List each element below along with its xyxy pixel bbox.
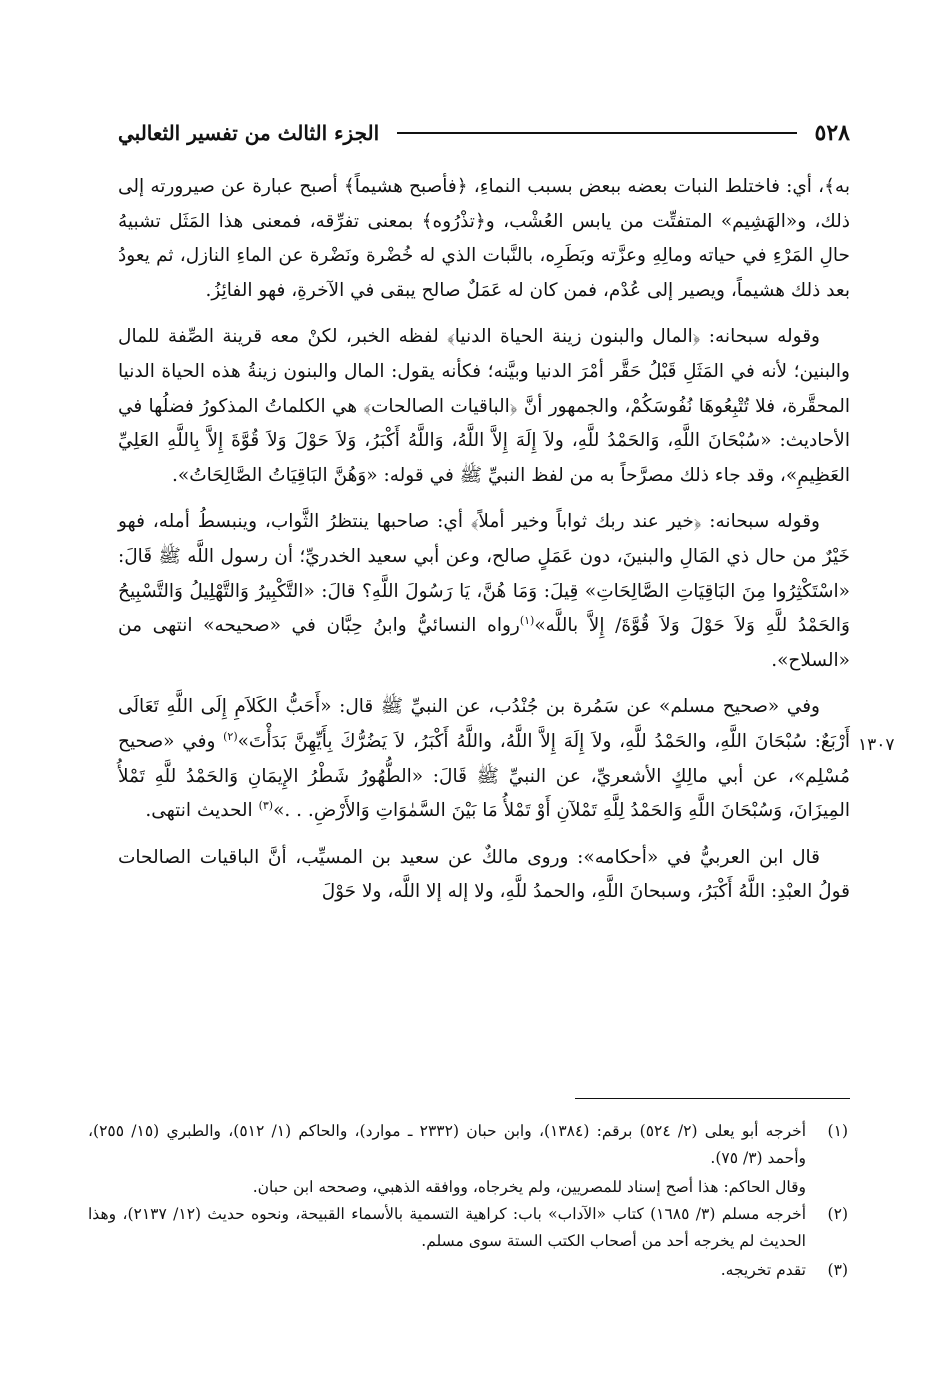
footnote [88, 1118, 848, 1172]
page-number: ٥٢٨ [814, 120, 850, 146]
footnote-ref[interactable]: (١) [519, 613, 535, 627]
footnote-separator [575, 1098, 850, 1099]
paragraph: وقوله سبحانه: ﴿خير عند ربك ثواباً وخير أملاً﴾ أي: صاحبها ينتظرُ الثَّواب، وينبسطُ أمله، فهو خَيْرٌ من حال ذي المَالِ والبنينَ، دون عَمَلٍ صالح، وعن أبي سعيد الخدريِّ؛ أن رسول اللَّه ﷺ قَالَ: «اسْتَكْثِرُوا مِنَ البَاقِيَاتِ الصَّالِحَاتِ» قِيلَ: وَمَا هُنَّ، يَا رَسُولَ اللَّهِ؟ قالَ: «التَّكْبِيرُ وَالتَّهْلِيلُ وَالتَّسْبِيحُ وَالحَمْدُ للَّهِ وَلاَ حَوْلَ وَلاَ قُوَّةَ/ إِلاَّ باللَّه»$^{(١)}$رواه النسائيُّ وابنُ حِبَّان في «صحيحه» انتهى من «السلاح». [118, 511, 850, 671]
margin-manuscript-number: ١٣٠٧ [858, 735, 895, 755]
footnote [88, 1257, 848, 1284]
footnote-text: أخرجه أبو يعلى (٢/ ٥٢٤) برقم: (١٣٨٤)، وابن حبان (٢٣٣٢ ـ موارد)، والحاكم (١/ ٥١٢)، والطبري (١٥/ ٢٥٥)، وأحمد (٣/ ٧٥). [88, 1122, 807, 1167]
footnotes [88, 1118, 848, 1286]
page-header [118, 118, 850, 148]
running-title: الجزء الثالث من تفسير الثعالبي [118, 121, 380, 145]
main-text [118, 170, 850, 922]
footnote-number: (٣) [827, 1261, 848, 1279]
footnote-number: (١) [827, 1122, 848, 1140]
header-rule [397, 132, 796, 134]
footnote-text: تقدم تخريجه. [720, 1261, 806, 1279]
footnote [88, 1201, 848, 1255]
footnote-ref[interactable]: (٢) [223, 729, 238, 743]
footnote-continuation: وقال الحاكم: هذا أصح إسناد للمصريين، ولم يخرجاه، ووافقه الذهبي، وصححه ابن حبان. [252, 1178, 806, 1196]
footnote-text: أخرجه مسلم (٣/ ١٦٨٥) كتاب «الآداب» باب: كراهية التسمية بالأسماء القبيحة، ونحوه حديث (١٢/ ٢١٣٧)، وهذا الحديث لم يخرجه أحد من أصحاب الكتب الستة سوى مسلم. [88, 1205, 807, 1250]
footnote-number: (٢) [827, 1205, 848, 1223]
footnote-ref[interactable]: (٣) [258, 798, 274, 812]
paragraph: به﴾، أي: فاختلط النبات بعضه ببعض بسبب النماءِ، ﴿فأصبح هشيماً﴾ أصبح عبارة عن صيرورته إلى ذلك، و«الهَشِيم» المتفتِّت من يابس العُشْب، و﴿تذْرُوه﴾ بمعنى تفرِّقه، فمعنى هذا المَثَل تشبيهُ حالِ المَرْءِ في حياته ومالِهِ وعزَّته وبَطَرِه، بالنَّبات الذي له خُضْرة ونَضْرة عن الماءِ النازل، ثم يعودُ بعد ذلك هشيماً، ويصير إلى عُدْم، فمن كان له عَمَلٌ صالح يبقى في الآخرةِ، فهو الفائِزُ. [118, 176, 850, 301]
paragraph: وقوله سبحانه: ﴿المال والبنون زينة الحياة الدنيا﴾ لفظه الخبر، لكنْ معه قرينة الصِّفة للمال والبنين؛ لأنه في المَثَلِ قَبْلُ حَقَّر أمْرَ الدنيا وبيَّنه؛ فكأنه يقول: المال والبنون زينةُ هذه الحياة الدنيا المحقَّرة، فلا تُتْبِعُوهَا نُفُوسَكُمْ، والجمهور أنَّ ﴿الباقيات الصالحات﴾ هي الكلماتُ المذكورُ فضلُها في الأحاديث: «سُبْحَانَ اللَّهِ، وَالحَمْدُ للَّهِ، ولاَ إِلَهَ إِلاَّ اللَّهُ، وَاللَّهُ أَكْبَرُ، وَلاَ حَوْلَ وَلاَ قُوَّةَ إِلاَّ بِاللَّهِ العَلِيِّ العَظِيمِ»، وقد جاء ذلك مصرَّحاً به من لفظ النبيِّ ﷺ في قوله: «وَهُنَّ البَاقِيَاتُ الصَّالِحَاتُ». [118, 326, 850, 486]
paragraph: قال ابن العربيُّ في «أحكامه»: وروى مالكٌ عن سعيد بن المسيِّب، أنَّ الباقيات الصالحات قولُ العبْدِ: اللَّهُ أَكْبَرُ، وسبحانَ اللَّهِ، والحمدُ للَّهِ، ولا إله إلا اللَّه، ولا حَوْلَ [118, 846, 850, 903]
paragraph: وفي «صحيح مسلم» عن سَمُرة بن جُنْدُب، عن النبيِّ ﷺ قال: «أَحَبُّ الكَلاَمِ إِلَى اللَّهِ تَعَالَى أَرْبَعٌ: سُبْحَانَ اللَّهِ، والحَمْدُ للَّهِ، ولاَ إِلَهَ إِلاَّ اللَّهُ، واللَّهُ أَكْبَرُ، لاَ يَضُرُّكَ بِأَيِّهِنَّ بَدَأْتَ»$^{(٢)}$ وفي «صحيح مُسْلِم»، عن أبي مالِكٍ الأشعريِّ، عن النبيِّ ﷺ قَالَ: «الطُّهُورُ شَطْرُ الإِيمَانِ وَالحَمْدُ للَّهِ تَمْلأُ المِيزَانَ، وَسُبْحَانَ اللَّهِ وَالحَمْدُ لِلَّهِ تَمْلآنِ أَوْ تَمْلأُ مَا بَيْنَ السَّمٰوَاتِ وَالأَرْضِ. . .»$^{(٣)}$ الحديث انتهى. [118, 696, 850, 822]
